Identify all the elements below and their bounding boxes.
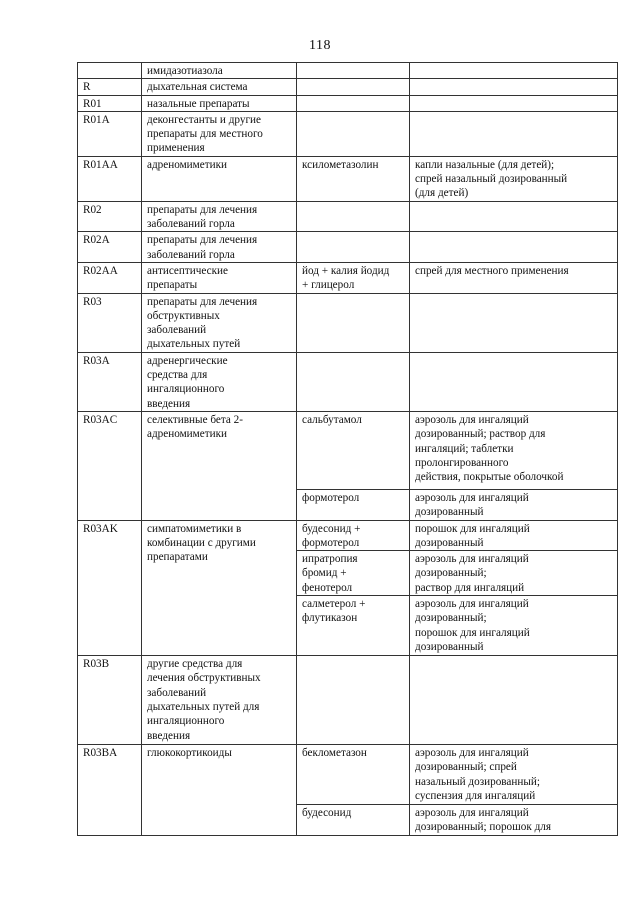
table-row (78, 111, 618, 156)
atc-code-cell (78, 352, 142, 411)
atc-code-cell (78, 745, 142, 836)
drug-name-text: будесонид + формотерол (302, 522, 361, 549)
atc-code-text: R (83, 81, 91, 94)
anatomical-group-cell (142, 95, 297, 111)
atc-code-text: R01AA (83, 158, 118, 171)
dosage-form-text: порошок для ингаляций дозированный (415, 522, 530, 549)
dosage-form-cell (410, 232, 618, 263)
dosage-form-cell (410, 262, 618, 293)
atc-code-text: R03BA (83, 747, 118, 760)
dosage-form-cell (410, 745, 618, 805)
dosage-form-cell (410, 156, 618, 201)
anatomical-group-text: препараты для лечения заболеваний горла (147, 234, 258, 261)
atc-code-text: R02A (83, 234, 110, 247)
atc-code-text: R01 (83, 97, 102, 110)
dosage-form-text: капли назальные (для детей); спрей назальный дозированный (для детей) (415, 158, 568, 200)
anatomical-group-text: препараты для лечения заболеваний горла (147, 203, 258, 231)
drug-name-cell (297, 551, 410, 596)
atc-code-text: R01A (83, 113, 110, 126)
drug-name-cell (297, 262, 410, 293)
table-row (78, 262, 618, 293)
drug-name-text: беклометазон (302, 747, 367, 760)
anatomical-group-text: адренергические средства для ингаляционного введения (147, 354, 228, 410)
drug-name-cell (297, 520, 410, 551)
atc-code-cell (78, 201, 142, 232)
anatomical-group-text: имидазотиазола (147, 65, 223, 77)
dosage-form-text: аэрозоль для ингаляций дозированный; порошок для ингаляций дозированный (415, 598, 530, 654)
drug-name-cell (297, 293, 410, 352)
drug-name-cell (297, 805, 410, 836)
anatomical-group-cell (142, 201, 297, 232)
anatomical-group-cell (142, 293, 297, 352)
drug-name-text: сальбутамол (302, 413, 362, 426)
atc-code-cell (78, 111, 142, 156)
atc-code-text: R03AK (83, 522, 118, 535)
table-row (78, 352, 618, 411)
dosage-form-cell (410, 411, 618, 489)
table-row (78, 79, 618, 95)
drug-name-cell (297, 63, 410, 79)
drug-name-cell (297, 352, 410, 411)
drug-name-text: будесонид (302, 807, 352, 820)
table-row (78, 232, 618, 263)
table-row (78, 656, 618, 745)
anatomical-group-text: антисептические препараты (147, 264, 228, 292)
anatomical-group-text: глюкокортикоиды (147, 747, 232, 760)
atc-code-text: R03A (83, 354, 110, 367)
atc-code-cell (78, 63, 142, 79)
table-row (78, 411, 618, 489)
dosage-form-text: спрей для местного применения (415, 264, 569, 277)
anatomical-group-text: деконгестанты и другие препараты для местного применения (147, 113, 263, 155)
dosage-form-cell (410, 656, 618, 745)
table-row (78, 156, 618, 201)
anatomical-group-cell (142, 262, 297, 293)
drug-name-cell (297, 201, 410, 232)
dosage-form-cell (410, 520, 618, 551)
anatomical-group-cell (142, 232, 297, 263)
anatomical-group-text: симпатомиметики в комбинации с другими препаратами (147, 522, 256, 564)
anatomical-group-cell (142, 656, 297, 745)
anatomical-group-cell (142, 63, 297, 79)
anatomical-group-text: назальные препараты (147, 97, 250, 110)
table-row (78, 95, 618, 111)
page-number: 118 (309, 38, 331, 53)
dosage-form-text: аэрозоль для ингаляций дозированный; раствор для ингаляций; таблетки пролонгированного действия, покрытые оболочкой (415, 413, 564, 484)
drug-name-cell (297, 111, 410, 156)
atc-code-cell (78, 520, 142, 656)
drug-name-text: йод + калия йодид + глицерол (302, 264, 390, 292)
drug-name-cell (297, 596, 410, 656)
dosage-form-cell (410, 551, 618, 596)
drug-name-text: салметерол + флутиказон (302, 598, 366, 625)
atc-code-text: R03B (83, 658, 110, 671)
dosage-form-text: аэрозоль для ингаляций дозированный; порошок для (415, 807, 551, 834)
dosage-form-cell (410, 79, 618, 95)
table-row (78, 293, 618, 352)
drug-name-text: формотерол (302, 491, 360, 504)
dosage-form-text: аэрозоль для ингаляций дозированный (415, 491, 529, 519)
anatomical-group-cell (142, 745, 297, 836)
atc-code-cell (78, 411, 142, 520)
atc-code-cell (78, 79, 142, 95)
drug-name-cell (297, 411, 410, 489)
atc-code-cell (78, 95, 142, 111)
atc-code-cell (78, 262, 142, 293)
dosage-form-cell (410, 63, 618, 79)
atc-code-text: R02 (83, 203, 102, 216)
anatomical-group-cell (142, 520, 297, 656)
drug-name-cell (297, 156, 410, 201)
atc-code-cell (78, 293, 142, 352)
dosage-form-cell (410, 489, 618, 520)
anatomical-group-text: дыхательная система (147, 81, 248, 94)
anatomical-group-cell (142, 156, 297, 201)
drug-name-text: ипратропия бромид + фенотерол (302, 553, 358, 594)
drug-name-cell (297, 745, 410, 805)
anatomical-group-text: другие средства для лечения обструктивных заболеваний дыхательных путей для ингаляционного введения (147, 658, 261, 742)
drug-name-cell (297, 95, 410, 111)
anatomical-group-text: селективные бета 2- адреномиметики (147, 413, 243, 441)
atc-code-text: R02AA (83, 264, 118, 277)
drug-name-cell (297, 656, 410, 745)
dosage-form-cell (410, 111, 618, 156)
table-row (78, 63, 618, 79)
dosage-form-cell (410, 805, 618, 836)
anatomical-group-cell (142, 111, 297, 156)
dosage-form-cell (410, 95, 618, 111)
dosage-form-cell (410, 293, 618, 352)
dosage-form-cell (410, 201, 618, 232)
atc-code-cell (78, 156, 142, 201)
table-body (78, 63, 618, 836)
atc-code-text: R03 (83, 295, 102, 308)
anatomical-group-text: адреномиметики (147, 158, 227, 171)
atc-code-cell (78, 656, 142, 745)
anatomical-group-cell (142, 411, 297, 520)
table-row (78, 201, 618, 232)
dosage-form-cell (410, 352, 618, 411)
anatomical-group-cell (142, 79, 297, 95)
drug-name-text: ксилометазолин (302, 158, 379, 171)
table-row (78, 520, 618, 551)
anatomical-group-text: препараты для лечения обструктивных заболеваний дыхательных путей (147, 295, 258, 351)
dosage-form-text: аэрозоль для ингаляций дозированный; спрей назальный дозированный; суспензия для ингаляций (415, 747, 540, 803)
atc-code-text: R03AC (83, 413, 118, 426)
drug-name-cell (297, 79, 410, 95)
table-row (78, 745, 618, 805)
drug-name-cell (297, 232, 410, 263)
drug-classification-table (77, 62, 618, 836)
dosage-form-text: аэрозоль для ингаляций дозированный; раствор для ингаляций (415, 553, 529, 594)
drug-name-cell (297, 489, 410, 520)
atc-code-cell (78, 232, 142, 263)
dosage-form-cell (410, 596, 618, 656)
anatomical-group-cell (142, 352, 297, 411)
